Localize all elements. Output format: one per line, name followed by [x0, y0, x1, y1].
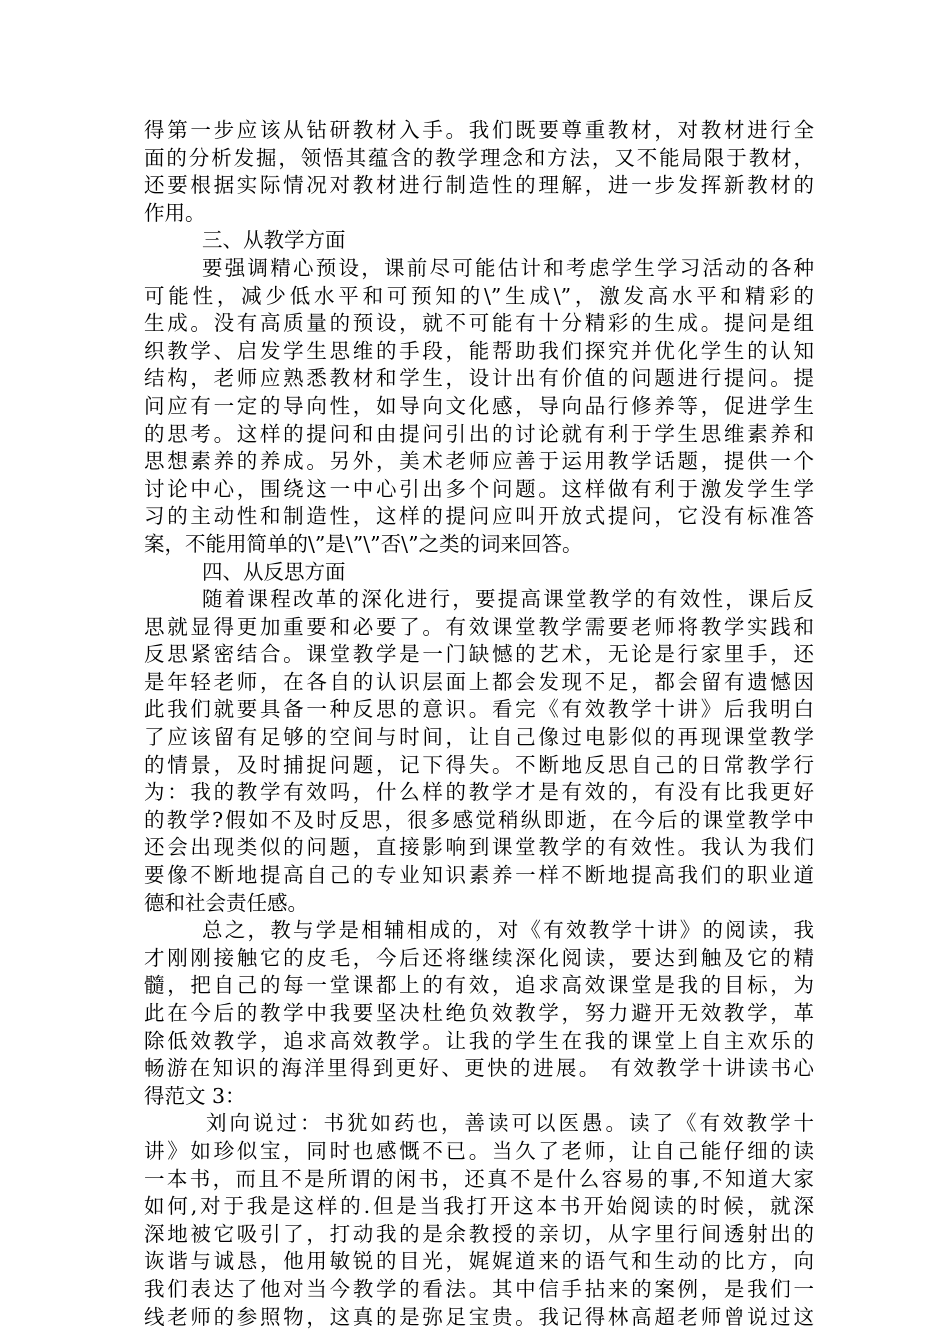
section-heading-reflection	[144, 559, 814, 587]
text-line: 还要根据实际情况对教材进行制造性的理解，进一步发挥新教材的	[144, 173, 814, 198]
text-line: 线老师的参照物，这真的是弥足宝贵。我记得林高超老师曾说过这	[144, 1304, 814, 1329]
text-line: 一本书，而且不是所谓的闲书，还真不是什么容易的事,不知道大家	[144, 1166, 814, 1191]
text-line: 可能性，减少低水平和可预知的\”生成\”，激发高水平和精彩的	[144, 283, 814, 308]
text-line: 如何,对于我是这样的.但是当我打开这本书开始阅读的时候，就深	[144, 1194, 814, 1219]
text-line: 随着课程改革的深化进行，要提高课堂教学的有效性，课后反	[202, 587, 814, 612]
section-heading: 三、从教学方面	[202, 228, 346, 253]
text-line: 生成。没有高质量的预设，就不可能有十分精彩的生成。提问是组	[144, 311, 814, 336]
text-line: 得第一步应该从钻研教材入手。我们既要尊重教材，对教材进行全	[144, 118, 814, 142]
text-line: 问应有一定的导向性，如导向文化感，导向品行修养等，促进学生	[144, 393, 814, 418]
text-line: 总之，教与学是相辅相成的，对《有效教学十讲》的阅读，我	[202, 918, 814, 943]
text-line: 织教学、启发学生思维的手段，能帮助我们探究并优化学生的认知	[144, 338, 814, 363]
text-line: 的教学?假如不及时反思，很多感觉稍纵即逝，在今后的课堂教学中	[144, 807, 814, 832]
text-line: 才刚刚接触它的皮毛，今后还将继续深化阅读，要达到触及它的精	[144, 945, 814, 970]
text-line: 案，不能用简单的\”是\”\”否\”之类的词来回答。	[144, 531, 583, 556]
text-line: 面的分析发掘，领悟其蕴含的教学理念和方法，又不能局限于教材，	[144, 145, 814, 170]
text-line: 结构，老师应熟悉教材和学生，设计出有价值的问题进行提问。提	[144, 366, 814, 391]
text-line: 为：我的教学有效吗，什么样的教学才是有效的，有没有比我更好	[144, 780, 814, 805]
text-line: 思就显得更加重要和必要了。有效课堂教学需要老师将教学实践和	[144, 614, 814, 639]
section-heading: 四、从反思方面	[202, 559, 346, 584]
text-line: 刘向说过：书犹如药也，善读可以医愚。读了《有效教学十	[206, 1111, 814, 1136]
text-line: 讲》如珍似宝，同时也感慨不已。当久了老师，让自己能仔细的读	[144, 1138, 814, 1163]
text-line: 的情景，及时捕捉问题，记下得失。不断地反思自己的日常教学行	[144, 752, 814, 777]
text-line: 深地被它吸引了，打动我的是余教授的亲切，从字里行间透射出的	[144, 1221, 814, 1246]
text-line: 我们表达了他对当今教学的看法。其中信手拈来的案例，是我们一	[144, 1276, 814, 1301]
text-line: 思想素养的养成。另外，美术老师应善于运用教学话题，提供一个	[144, 449, 814, 474]
text-line: 髓，把自己的每一堂课都上的有效，追求高效课堂是我的目标，为	[144, 973, 814, 998]
text-line: 畅游在知识的海洋里得到更好、更快的进展。 有效教学十讲读书心	[144, 1056, 814, 1081]
document-page	[144, 117, 814, 1331]
text-line: 是年轻老师，在各自的认识层面上都会发现不足，都会留有遗憾因	[144, 669, 814, 694]
text-line: 要强调精心预设，课前尽可能估计和考虑学生学习活动的各种	[202, 255, 814, 280]
text-line: 习的主动性和制造性，这样的提问应叫开放式提问，它没有标准答	[144, 504, 814, 529]
text-line: 反思紧密结合。课堂教学是一门缺憾的艺术，无论是行家里手，还	[144, 642, 814, 667]
text-line: 得范文 3：	[144, 1083, 246, 1108]
text-line: 的思考。这样的提问和由提问引出的讨论就有利于学生思维素养和	[144, 421, 814, 446]
text-line: 除低效教学，追求高效教学。让我的学生在我的课堂上自主欢乐的	[144, 1028, 814, 1053]
paragraph-teaching	[144, 255, 814, 559]
text-line: 德和社会责任感。	[144, 890, 308, 915]
text-line: 还会出现类似的问题，直接影响到课堂教学的有效性。我认为我们	[144, 835, 814, 860]
section-heading-teaching	[144, 227, 814, 255]
paragraph-reflection	[144, 586, 814, 917]
text-line: 了应该留有足够的空间与时间，让自己像过电影似的再现课堂教学	[144, 725, 814, 750]
text-line: 讨论中心，围绕这一中心引出多个问题。这样做有利于激发学生学	[144, 476, 814, 501]
text-line: 要像不断地提高自己的专业知识素养一样不断地提高我们的职业道	[144, 863, 814, 888]
paragraph-conclusion	[144, 917, 814, 1110]
paragraph-intro-continuation	[144, 117, 814, 227]
paragraph-sample-3	[144, 1110, 814, 1331]
text-line: 此在今后的教学中我要坚决杜绝负效教学，努力避开无效教学，革	[144, 1001, 814, 1025]
text-line: 诙谐与诚恳，他用敏锐的目光，娓娓道来的语气和生动的比方，向	[144, 1249, 814, 1274]
text-line: 作用。	[144, 200, 206, 225]
text-line: 此我们就要具备一种反思的意识。看完《有效教学十讲》后我明白	[144, 697, 814, 722]
